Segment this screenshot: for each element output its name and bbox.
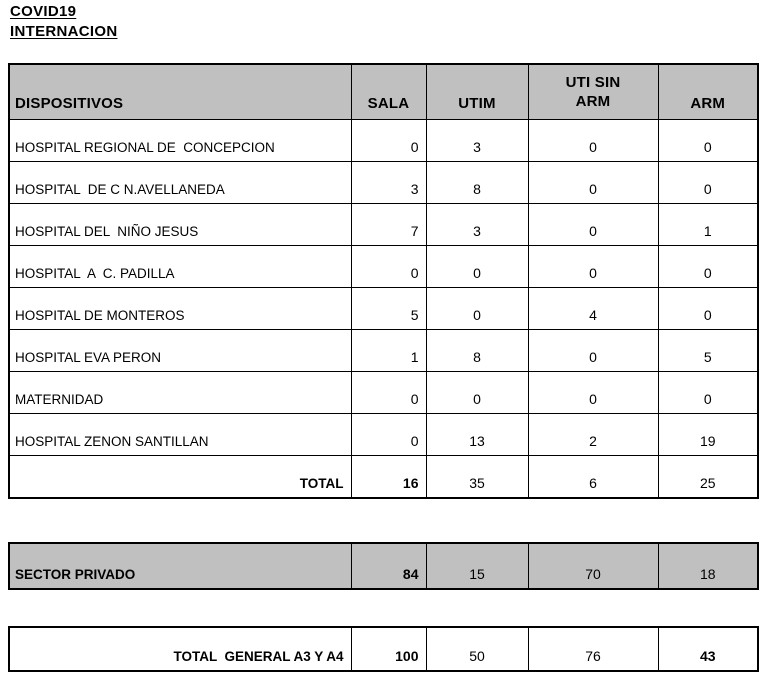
cell-hospital-name: HOSPITAL ZENON SANTILLAN bbox=[9, 413, 351, 455]
header-uti-sin-arm bbox=[528, 64, 658, 119]
sector-privado-arm: 18 bbox=[658, 543, 758, 589]
title-internacion: INTERNACION bbox=[10, 23, 118, 40]
cell-utim: 3 bbox=[426, 203, 528, 245]
cell-uti-sin-arm: 0 bbox=[528, 371, 658, 413]
cell-sala: 3 bbox=[351, 161, 426, 203]
header-uti-sin-arm-label: UTI SIN ARM bbox=[565, 73, 621, 110]
cell-arm: 0 bbox=[658, 161, 758, 203]
cell-uti-sin-arm: 0 bbox=[528, 329, 658, 371]
cell-sala: 0 bbox=[351, 371, 426, 413]
sector-privado-row bbox=[9, 543, 758, 589]
cell-sala: 0 bbox=[351, 245, 426, 287]
cell-hospital-name: HOSPITAL DE MONTEROS bbox=[9, 287, 351, 329]
header-arm: ARM bbox=[658, 64, 758, 119]
cell-uti-sin-arm: 0 bbox=[528, 119, 658, 161]
total-utim: 35 bbox=[426, 455, 528, 498]
total-arm: 25 bbox=[658, 455, 758, 498]
sector-privado-utim: 15 bbox=[426, 543, 528, 589]
total-uti-sin-arm: 6 bbox=[528, 455, 658, 498]
cell-sala: 5 bbox=[351, 287, 426, 329]
header-dispositivos: DISPOSITIVOS bbox=[9, 64, 351, 119]
table-row-hospital-nino-jesus bbox=[9, 203, 758, 245]
total-general-uti-sin-arm: 76 bbox=[528, 627, 658, 671]
cell-uti-sin-arm: 0 bbox=[528, 245, 658, 287]
cell-utim: 8 bbox=[426, 329, 528, 371]
cell-sala: 0 bbox=[351, 413, 426, 455]
table-row-hospital-regional-concepcion bbox=[9, 119, 758, 161]
total-general-arm: 43 bbox=[658, 627, 758, 671]
table-row-hospital-padilla bbox=[9, 245, 758, 287]
total-general-label: TOTAL GENERAL A3 Y A4 bbox=[9, 627, 351, 671]
cell-arm: 19 bbox=[658, 413, 758, 455]
cell-sala: 0 bbox=[351, 119, 426, 161]
total-general-sala: 100 bbox=[351, 627, 426, 671]
cell-arm: 0 bbox=[658, 119, 758, 161]
page-titles bbox=[10, 2, 117, 42]
cell-utim: 8 bbox=[426, 161, 528, 203]
cell-arm: 5 bbox=[658, 329, 758, 371]
cell-arm: 0 bbox=[658, 371, 758, 413]
header-sala: SALA bbox=[351, 64, 426, 119]
total-row bbox=[9, 455, 758, 498]
cell-hospital-name: HOSPITAL REGIONAL DE CONCEPCION bbox=[9, 119, 351, 161]
cell-utim: 0 bbox=[426, 287, 528, 329]
total-general-utim: 50 bbox=[426, 627, 528, 671]
cell-utim: 3 bbox=[426, 119, 528, 161]
sector-privado-uti-sin-arm: 70 bbox=[528, 543, 658, 589]
cell-sala: 7 bbox=[351, 203, 426, 245]
cell-uti-sin-arm: 0 bbox=[528, 203, 658, 245]
cell-arm: 1 bbox=[658, 203, 758, 245]
table-row-maternidad bbox=[9, 371, 758, 413]
header-row bbox=[9, 64, 758, 119]
cell-utim: 0 bbox=[426, 371, 528, 413]
cell-sala: 1 bbox=[351, 329, 426, 371]
cell-hospital-name: HOSPITAL DE C N.AVELLANEDA bbox=[9, 161, 351, 203]
cell-hospital-name: HOSPITAL DEL NIÑO JESUS bbox=[9, 203, 351, 245]
table-row-hospital-zenon-santillan bbox=[9, 413, 758, 455]
cell-utim: 13 bbox=[426, 413, 528, 455]
cell-hospital-name: HOSPITAL EVA PERON bbox=[9, 329, 351, 371]
cell-uti-sin-arm: 0 bbox=[528, 161, 658, 203]
total-general-row bbox=[9, 627, 758, 671]
header-utim: UTIM bbox=[426, 64, 528, 119]
total-sala: 16 bbox=[351, 455, 426, 498]
total-label: TOTAL bbox=[9, 455, 351, 498]
table-row-hospital-avellaneda bbox=[9, 161, 758, 203]
total-general-table bbox=[8, 626, 759, 672]
cell-uti-sin-arm: 2 bbox=[528, 413, 658, 455]
sector-privado-table bbox=[8, 542, 759, 590]
title-covid19: COVID19 bbox=[10, 3, 77, 20]
sector-privado-sala: 84 bbox=[351, 543, 426, 589]
table-row-hospital-monteros bbox=[9, 287, 758, 329]
cell-arm: 0 bbox=[658, 287, 758, 329]
cell-uti-sin-arm: 4 bbox=[528, 287, 658, 329]
cell-hospital-name: MATERNIDAD bbox=[9, 371, 351, 413]
sector-privado-label: SECTOR PRIVADO bbox=[9, 543, 351, 589]
cell-utim: 0 bbox=[426, 245, 528, 287]
internacion-table bbox=[8, 63, 759, 499]
cell-arm: 0 bbox=[658, 245, 758, 287]
cell-hospital-name: HOSPITAL A C. PADILLA bbox=[9, 245, 351, 287]
table-row-hospital-eva-peron bbox=[9, 329, 758, 371]
